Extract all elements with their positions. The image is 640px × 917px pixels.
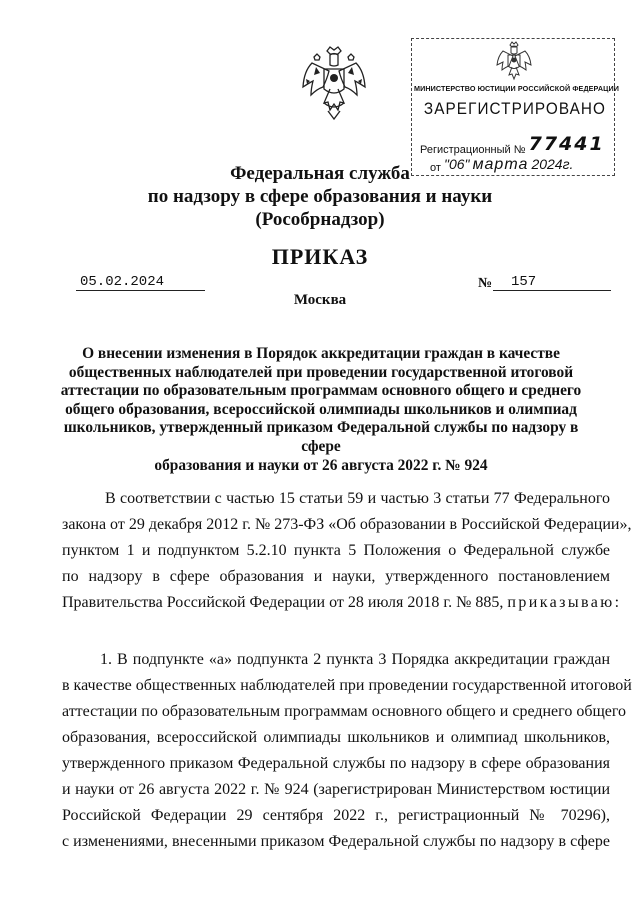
text-line: Российской Федерации 29 сентября 2022 г., регистрационный № 70296), xyxy=(62,807,610,824)
subject-line: аттестации по образовательным программам основного общего и среднего xyxy=(60,382,582,400)
org-name-line1: Федеральная служба xyxy=(230,163,410,184)
subject-line: общественных наблюдателей при проведении государственной итоговой xyxy=(68,363,574,381)
order-date: 05.02.2024 xyxy=(76,274,205,291)
org-name-line3: (Рособрнадзор) xyxy=(255,209,385,230)
stamp-date-label: от xyxy=(430,162,441,174)
stamp-year: 2024г. xyxy=(531,156,574,172)
stamp-registered-text: ЗАРЕГИСТРИРОВАНО xyxy=(423,99,607,118)
stamp-month: марта xyxy=(472,156,529,173)
text-line: образования, всероссийской олимпиады школьников и олимпиад школьников, xyxy=(62,729,610,746)
text-line: В соответствии с частью 15 статьи 59 и частью 3 статьи 77 Федерального xyxy=(105,490,610,507)
text-line: по надзору в сфере образования и науки, утвержденного постановлением xyxy=(62,568,610,585)
order-city: Москва xyxy=(293,292,347,308)
text-line: с изменениями, внесенными приказом Федеральной службы по надзору в сфере xyxy=(62,833,610,850)
order-number: 157 xyxy=(493,274,611,291)
subject-line: школьников, утвержденный приказом Федеральной службы по надзору в сфере xyxy=(63,419,579,455)
text-line: в качестве общественных наблюдателей при проведении государственной итоговой xyxy=(62,677,632,694)
stamp-registration-number xyxy=(420,133,605,158)
order-number-label: № xyxy=(478,276,493,291)
org-name-line2: по надзору в сфере образования и науки xyxy=(147,186,493,207)
item-1-paragraph xyxy=(62,647,632,855)
subject-line: образования и науки от 26 августа 2022 г. № 924 xyxy=(154,456,488,474)
text-line: и науки от 26 августа 2022 г. № 924 (зарегистрирован Министерством юстиции xyxy=(62,781,610,798)
state-emblem-icon xyxy=(300,45,368,123)
registration-stamp xyxy=(411,38,619,176)
preamble-paragraph xyxy=(62,486,632,616)
text-line: аттестации по образовательным программам основного общего и среднего общего xyxy=(62,703,627,720)
text-line: закона от 29 декабря 2012 г. № 273-ФЗ «Об образовании в Российской Федерации», xyxy=(62,516,632,533)
subject-line: общего образования, всероссийской олимпиады школьников и олимпиад xyxy=(65,400,577,418)
stamp-reg-number: 77441 xyxy=(528,133,605,155)
stamp-ministry-text: МИНИСТЕРСТВО ЮСТИЦИИ РОССИЙСКОЙ ФЕДЕРАЦИИ xyxy=(414,84,619,93)
text-line: 1. В подпункте «а» подпункта 2 пункта 3 Порядка аккредитации граждан xyxy=(100,651,610,668)
order-subject xyxy=(60,345,582,475)
text-line xyxy=(62,590,622,616)
text-line: пунктом 1 и подпунктом 5.2.10 пункта 5 Положения о Федеральной службе xyxy=(62,542,610,559)
stamp-day: "06" xyxy=(443,156,470,172)
stamp-emblem-icon xyxy=(495,41,533,81)
order-verb: приказываю: xyxy=(507,594,622,611)
stamp-reg-label: Регистрационный № xyxy=(420,144,526,156)
order-title: ПРИКАЗ xyxy=(271,244,369,269)
text-line-body: Правительства Российской Федерации от 28 июля 2018 г. № 885, xyxy=(62,594,504,611)
text-line: утвержденного приказом Федеральной службы по надзору в сфере образования xyxy=(62,755,610,772)
subject-line: О внесении изменения в Порядок аккредитации граждан в качестве xyxy=(82,345,560,362)
